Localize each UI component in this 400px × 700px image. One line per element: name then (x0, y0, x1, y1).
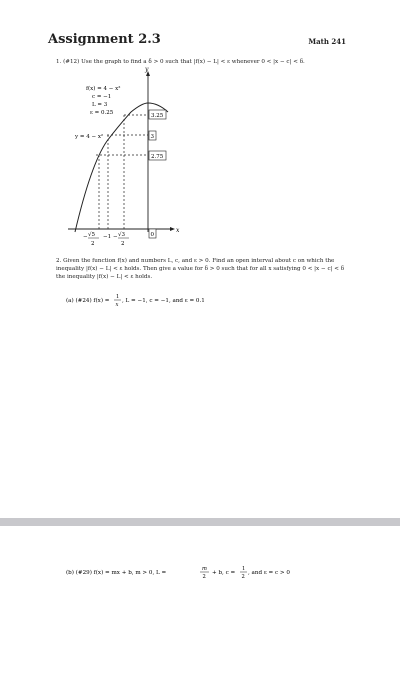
label-275: 2.75 (151, 154, 164, 160)
assignment-title: Assignment 2.3 (48, 32, 161, 47)
origin-label: 0 (150, 232, 154, 238)
part-b-frac1-num: m (202, 566, 207, 572)
part-b-suffix: , and ε = c > 0 (248, 570, 290, 576)
parabola-curve (75, 103, 168, 232)
page-two (0, 526, 400, 700)
y-axis-label: y (145, 66, 149, 73)
part-a-frac-num: 1 (116, 294, 120, 300)
L-label: L = 3 (92, 102, 108, 108)
part-a-line (66, 292, 326, 308)
part-b-middle: + b, c = (212, 570, 236, 576)
c-label: c = −1 (92, 94, 112, 100)
part-b-frac1-den: 2 (202, 574, 206, 580)
part-b-line (66, 564, 366, 582)
sqrt3-prefix: − (113, 234, 118, 240)
problem-2-text: 2. Given the function f(x) and numbers L, c, and ε > 0. Find an open interval about c on which the inequality |f(x) − L| < ε holds. Then give a value for δ > 0 such that for all x satisfying 0 < |x − c| < δ the inequality |f(x) − L| < ε holds. (56, 258, 345, 280)
func-label: f(x) = 4 − x² (86, 86, 121, 92)
sqrt5-den: 2 (91, 241, 95, 247)
x-axis-arrow (170, 227, 175, 231)
label-325: 3.25 (151, 113, 164, 119)
eps-label: ε = 0.25 (90, 110, 114, 116)
problem-1-text: 1. (#12) Use the graph to find a δ > 0 such that |f(x) − L| < ε whenever 0 < |x − c| < δ. (56, 59, 305, 65)
x-axis-label: x (176, 227, 180, 234)
part-b-frac2-num: 1 (242, 566, 246, 572)
part-a-suffix: , L = −1, c = −1, and ε = 0.1 (122, 298, 205, 304)
sqrt5-prefix: − (83, 234, 88, 240)
part-a-prefix: (a) (#24) f(x) = (66, 298, 110, 304)
part-a-frac-den: x (115, 302, 119, 308)
sqrt3-den: 2 (121, 241, 125, 247)
limit-graph (0, 66, 400, 266)
course-label: Math 241 (308, 37, 346, 46)
curve-label: y = 4 − x² (75, 134, 104, 140)
page-separator (0, 518, 400, 526)
part-b-frac2-den: 2 (241, 574, 245, 580)
label-3: 3 (150, 134, 154, 140)
part-b-prefix: (b) (#29) f(x) = mx + b, m > 0, L = (66, 570, 167, 576)
sqrt5-num: √5 (88, 232, 96, 238)
tick-minus1: −1 (103, 234, 112, 240)
sqrt3-num: √3 (118, 232, 126, 238)
